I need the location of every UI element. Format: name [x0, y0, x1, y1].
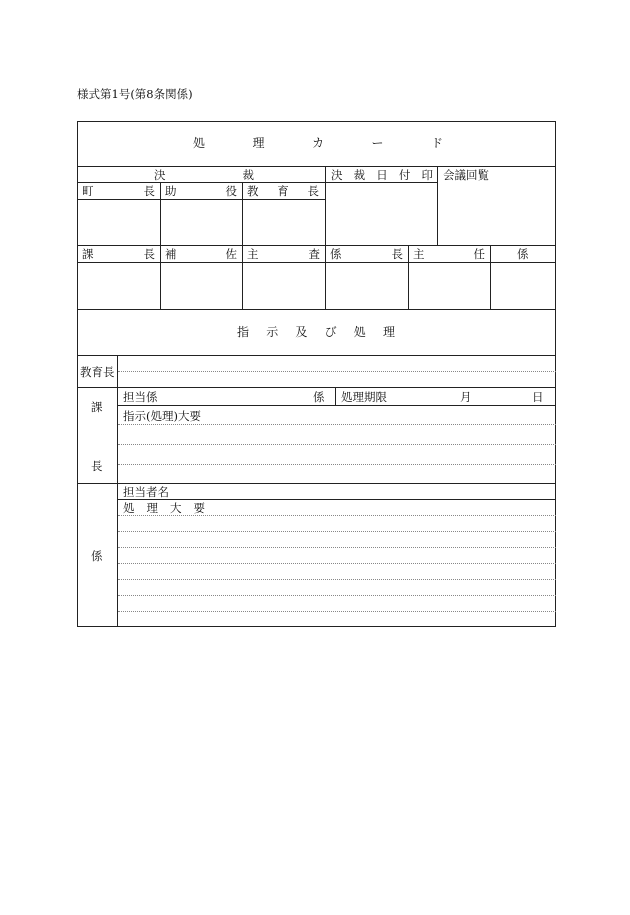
processing-card — [77, 121, 556, 627]
dotted-line — [118, 464, 556, 465]
form-caption: 様式第1号(第8条関係) — [77, 87, 193, 101]
divider-v — [242, 245, 243, 309]
approver-senior-staff: 主 任 — [413, 247, 485, 261]
dotted-line — [118, 547, 556, 548]
superintendent-label: 教育長 — [80, 365, 115, 379]
divider-v — [437, 166, 438, 245]
divider-label-column — [117, 355, 118, 627]
divider-v — [335, 387, 336, 405]
section-chief-label-bottom: 長 — [91, 459, 103, 473]
divider-v — [160, 245, 161, 309]
divider-v — [160, 183, 161, 245]
divider-v — [408, 245, 409, 309]
divider-v — [325, 166, 326, 245]
divider-instructions-title — [77, 355, 556, 356]
dotted-line — [118, 595, 556, 596]
processing-summary-label: 処 理 大 要 — [123, 501, 205, 515]
person-in-charge-label: 担当係 — [123, 390, 158, 404]
divider-approvers-row1 — [77, 245, 556, 246]
deadline-day-label: 日 — [532, 390, 544, 404]
decision-date-seal-header: 決 裁 日 付 印 — [331, 168, 433, 182]
divider-v — [242, 183, 243, 245]
dotted-line — [118, 579, 556, 580]
title-char: ド — [430, 136, 443, 150]
dotted-line — [118, 515, 556, 516]
divider-v — [325, 245, 326, 309]
approver-assistant: 補 佐 — [165, 247, 237, 261]
approver-deputy-mayor: 助 役 — [165, 184, 237, 198]
divider-approval-header — [77, 182, 437, 183]
deadline-label: 処理期限 — [341, 390, 387, 404]
dotted-line — [118, 611, 556, 612]
dotted-line — [118, 444, 556, 445]
dotted-line — [118, 531, 556, 532]
title-char: カ — [311, 136, 324, 150]
card-title — [193, 136, 443, 150]
person-in-charge-suffix: 係 — [313, 390, 325, 404]
deadline-month-label: 月 — [460, 390, 472, 404]
approver-chief-examiner: 主 査 — [247, 247, 320, 261]
divider-section-chief — [77, 483, 556, 484]
instructions-title: 指 示 及 び 処 理 — [237, 325, 395, 339]
divider-approvers-row2-header — [77, 262, 556, 263]
approver-section-chief: 課 長 — [82, 247, 155, 261]
title-char: 処 — [193, 136, 206, 150]
divider-v — [490, 245, 491, 309]
instructions-summary-label: 指示(処理)大要 — [123, 409, 201, 423]
title-char: 理 — [252, 136, 265, 150]
staff-label: 係 — [91, 549, 103, 563]
approver-unit-chief: 係 長 — [330, 247, 403, 261]
dotted-line — [118, 371, 556, 372]
divider-person-in-charge — [118, 405, 556, 406]
divider-approvers-row1-header — [77, 199, 325, 200]
divider-approvers-row2 — [77, 309, 556, 310]
title-char: ー — [371, 136, 384, 150]
divider-superintendent — [77, 387, 556, 388]
section-chief-label-top: 課 — [91, 400, 103, 414]
approver-mayor: 町 長 — [82, 184, 155, 198]
dotted-line — [118, 424, 556, 425]
approver-superintendent: 教 育 長 — [247, 184, 319, 198]
approver-staff: 係 — [517, 247, 529, 261]
divider-title — [77, 166, 556, 167]
dotted-line — [118, 563, 556, 564]
divider-person-name — [118, 499, 556, 500]
council-review-header: 会議回覧 — [443, 168, 489, 182]
person-name-label: 担当者名 — [123, 485, 169, 499]
decision-header: 決 裁 — [154, 168, 254, 182]
